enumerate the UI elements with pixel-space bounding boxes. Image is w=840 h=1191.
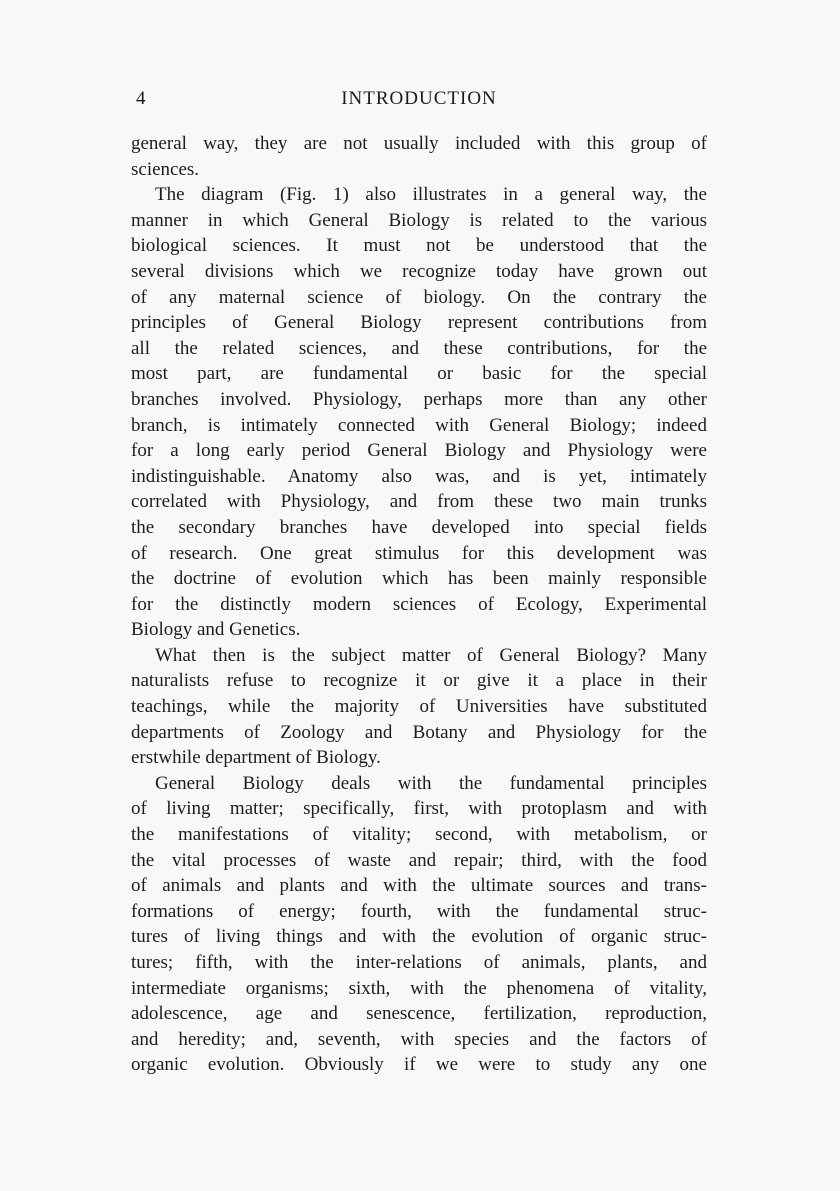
text-line: intermediate organisms; sixth, with the phenomena of vitality,	[131, 977, 707, 999]
text-line: the secondary branches have developed into special fields	[131, 516, 707, 538]
text-line: tures of living things and with the evolution of organic struc-	[131, 926, 707, 948]
running-title: INTRODUCTION	[341, 88, 497, 109]
text-line: teachings, while the majority of Universities have substituted	[131, 696, 707, 718]
text-line: tures; fifth, with the inter-relations of animals, plants, and	[131, 952, 707, 973]
text-line: principles of General Biology represent contributions from	[131, 312, 707, 334]
text-line: several divisions which we recognize today have grown out	[131, 260, 707, 282]
text-line: erstwhile department of Biology.	[131, 747, 381, 769]
text-line: indistinguishable. Anatomy also was, and is yet, intimately	[131, 465, 707, 487]
text-line: The diagram (Fig. 1) also illustrates in a general way, the	[155, 184, 707, 206]
text-line: formations of energy; fourth, with the fundamental struc-	[131, 900, 707, 922]
text-line: branches involved. Physiology, perhaps more than any other	[131, 388, 707, 410]
text-line: branch, is intimately connected with General Biology; indeed	[131, 414, 707, 436]
text-line: all the related sciences, and these contributions, for the	[131, 337, 707, 359]
paragraph	[131, 131, 707, 182]
text-line: of research. One great stimulus for this development was	[131, 542, 707, 564]
text-line: sciences.	[131, 158, 200, 180]
text-line: and heredity; and, seventh, with species and the factors of	[131, 1028, 707, 1050]
text-line: What then is the subject matter of General Biology? Many	[155, 644, 707, 666]
paragraph	[131, 182, 707, 643]
text-line: Biology and Genetics.	[131, 619, 301, 641]
text-line: the manifestations of vitality; second, with metabolism, or	[131, 824, 707, 846]
text-line: of any maternal science of biology. On the contrary the	[131, 286, 707, 308]
text-line: biological sciences. It must not be understood that the	[131, 235, 707, 257]
text-line: for the distinctly modern sciences of Ecology, Experimental	[131, 593, 707, 615]
text-line: of living matter; specifically, first, with protoplasm and with	[131, 798, 707, 820]
paragraph	[131, 771, 707, 1078]
text-line: of animals and plants and with the ultimate sources and trans-	[131, 875, 707, 897]
text-line: for a long early period General Biology and Physiology were	[131, 440, 707, 462]
text-line: the vital processes of waste and repair; third, with the food	[131, 849, 707, 871]
body-text	[131, 131, 707, 1078]
text-line: departments of Zoology and Botany and Physiology for the	[131, 721, 707, 743]
page-header	[131, 86, 707, 116]
text-line: most part, are fundamental or basic for the special	[131, 363, 707, 385]
page-number: 4	[136, 88, 146, 109]
text-line: manner in which General Biology is related to the various	[131, 209, 707, 231]
text-line: correlated with Physiology, and from these two main trunks	[131, 491, 707, 513]
paragraph	[131, 643, 707, 771]
text-line: naturalists refuse to recognize it or give it a place in their	[131, 670, 707, 692]
text-line: General Biology deals with the fundamental principles	[155, 772, 707, 794]
text-line: the doctrine of evolution which has been mainly responsible	[131, 568, 707, 590]
text-line: adolescence, age and senescence, fertilization, reproduction,	[131, 1003, 707, 1025]
text-line: organic evolution. Obviously if we were to study any one	[131, 1054, 707, 1076]
text-line: general way, they are not usually included with this group of	[131, 133, 707, 154]
